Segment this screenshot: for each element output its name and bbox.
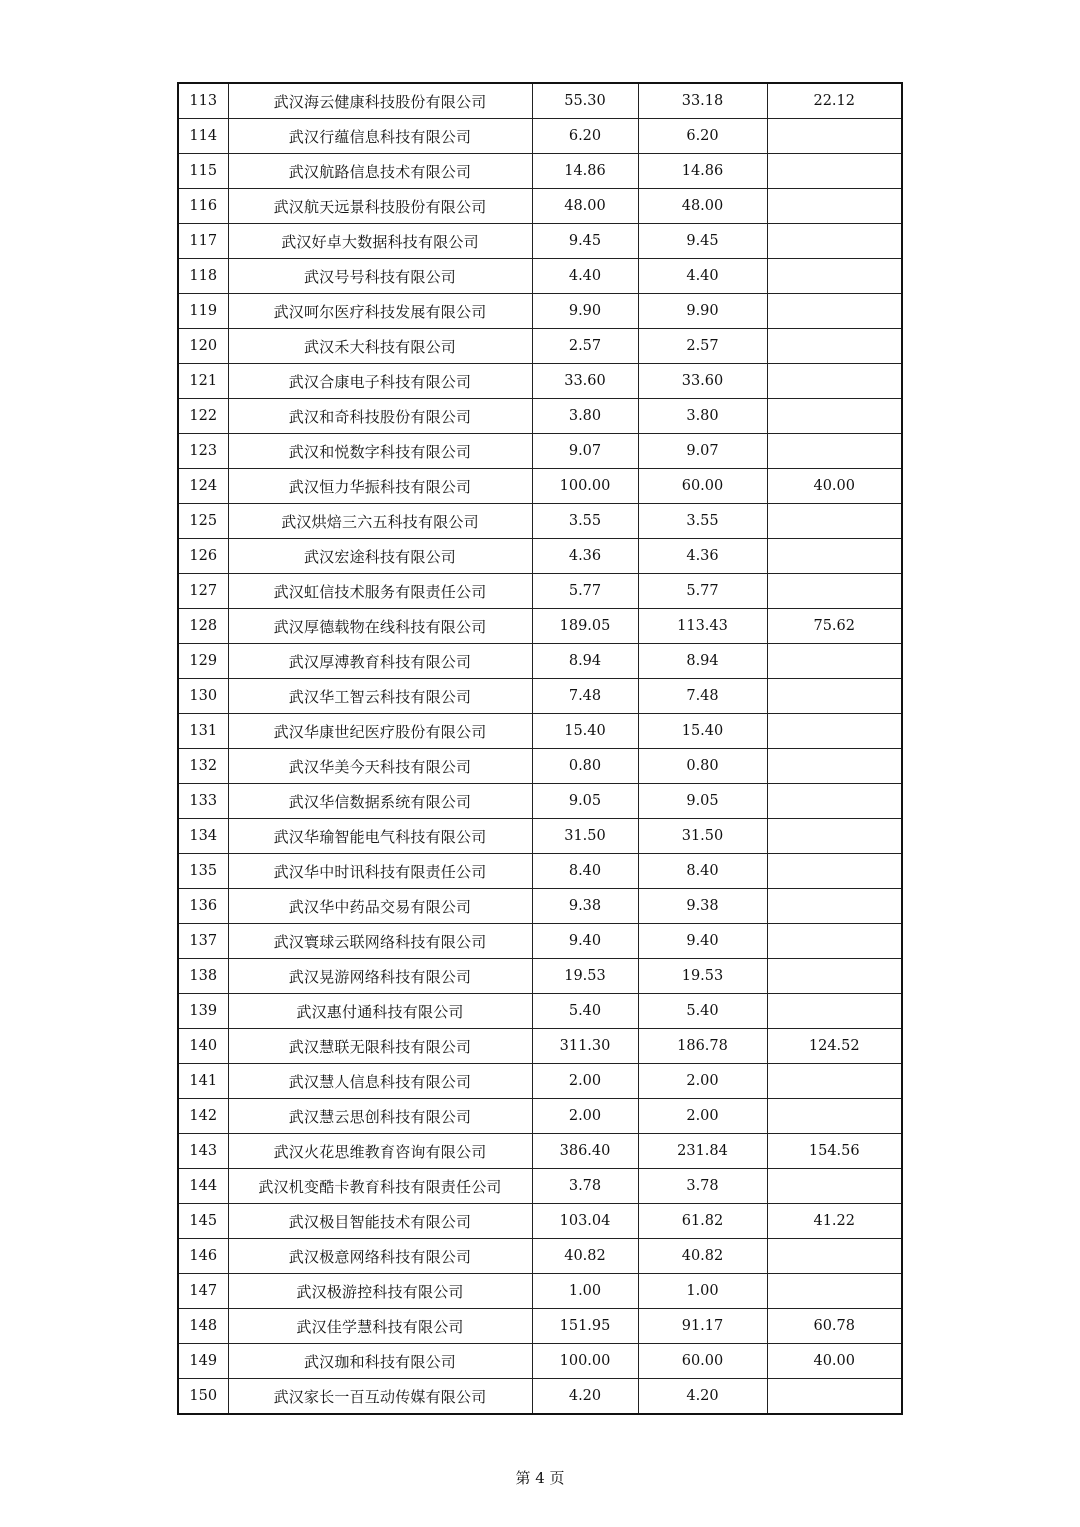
amount-b-cell bbox=[767, 259, 902, 294]
row-number-cell: 127 bbox=[178, 574, 228, 609]
table-row bbox=[178, 1099, 902, 1134]
amount-a-cell: 60.00 bbox=[638, 469, 767, 504]
company-name-cell: 武汉厚德载物在线科技有限公司 bbox=[228, 609, 532, 644]
amount-b-cell: 40.00 bbox=[767, 469, 902, 504]
company-name-cell: 武汉晃游网络科技有限公司 bbox=[228, 959, 532, 994]
row-number-cell: 128 bbox=[178, 609, 228, 644]
amount-b-cell bbox=[767, 1169, 902, 1204]
total-amount-cell: 1.00 bbox=[532, 1274, 638, 1309]
table-row bbox=[178, 1169, 902, 1204]
table-row bbox=[178, 434, 902, 469]
row-number-cell: 143 bbox=[178, 1134, 228, 1169]
company-name-cell: 武汉恒力华振科技有限公司 bbox=[228, 469, 532, 504]
table-row bbox=[178, 994, 902, 1029]
row-number-cell: 141 bbox=[178, 1064, 228, 1099]
amount-b-cell bbox=[767, 364, 902, 399]
total-amount-cell: 189.05 bbox=[532, 609, 638, 644]
table-row bbox=[178, 469, 902, 504]
table-row bbox=[178, 1204, 902, 1239]
amount-b-cell: 40.00 bbox=[767, 1344, 902, 1379]
amount-b-cell bbox=[767, 224, 902, 259]
total-amount-cell: 9.38 bbox=[532, 889, 638, 924]
total-amount-cell: 9.40 bbox=[532, 924, 638, 959]
amount-a-cell: 2.00 bbox=[638, 1099, 767, 1134]
amount-b-cell bbox=[767, 1379, 902, 1415]
amount-a-cell: 7.48 bbox=[638, 679, 767, 714]
total-amount-cell: 100.00 bbox=[532, 1344, 638, 1379]
amount-a-cell: 8.40 bbox=[638, 854, 767, 889]
table-row bbox=[178, 1239, 902, 1274]
page-number: 第 4 页 bbox=[515, 1469, 565, 1487]
company-name-cell: 武汉慧人信息科技有限公司 bbox=[228, 1064, 532, 1099]
row-number-cell: 123 bbox=[178, 434, 228, 469]
subsidy-table bbox=[177, 82, 903, 1415]
amount-a-cell: 33.18 bbox=[638, 83, 767, 119]
company-name-cell: 武汉极意网络科技有限公司 bbox=[228, 1239, 532, 1274]
company-name-cell: 武汉禾大科技有限公司 bbox=[228, 329, 532, 364]
table-row bbox=[178, 819, 902, 854]
total-amount-cell: 3.55 bbox=[532, 504, 638, 539]
table-row bbox=[178, 1274, 902, 1309]
company-name-cell: 武汉极游控科技有限公司 bbox=[228, 1274, 532, 1309]
row-number-cell: 115 bbox=[178, 154, 228, 189]
row-number-cell: 125 bbox=[178, 504, 228, 539]
company-name-cell: 武汉极目智能技术有限公司 bbox=[228, 1204, 532, 1239]
amount-b-cell bbox=[767, 154, 902, 189]
company-name-cell: 武汉宏途科技有限公司 bbox=[228, 539, 532, 574]
row-number-cell: 138 bbox=[178, 959, 228, 994]
total-amount-cell: 15.40 bbox=[532, 714, 638, 749]
company-name-cell: 武汉火花思维教育咨询有限公司 bbox=[228, 1134, 532, 1169]
total-amount-cell: 48.00 bbox=[532, 189, 638, 224]
amount-b-cell: 75.62 bbox=[767, 609, 902, 644]
amount-a-cell: 8.94 bbox=[638, 644, 767, 679]
row-number-cell: 126 bbox=[178, 539, 228, 574]
table-row bbox=[178, 294, 902, 329]
amount-a-cell: 4.36 bbox=[638, 539, 767, 574]
amount-a-cell: 1.00 bbox=[638, 1274, 767, 1309]
amount-b-cell bbox=[767, 819, 902, 854]
amount-a-cell: 40.82 bbox=[638, 1239, 767, 1274]
amount-b-cell bbox=[767, 1274, 902, 1309]
row-number-cell: 150 bbox=[178, 1379, 228, 1415]
table-row bbox=[178, 539, 902, 574]
row-number-cell: 130 bbox=[178, 679, 228, 714]
amount-a-cell: 15.40 bbox=[638, 714, 767, 749]
row-number-cell: 124 bbox=[178, 469, 228, 504]
amount-b-cell bbox=[767, 294, 902, 329]
table-row bbox=[178, 329, 902, 364]
amount-a-cell: 3.55 bbox=[638, 504, 767, 539]
row-number-cell: 139 bbox=[178, 994, 228, 1029]
table-row bbox=[178, 784, 902, 819]
row-number-cell: 144 bbox=[178, 1169, 228, 1204]
company-name-cell: 武汉佳学慧科技有限公司 bbox=[228, 1309, 532, 1344]
company-name-cell: 武汉华康世纪医疗股份有限公司 bbox=[228, 714, 532, 749]
row-number-cell: 117 bbox=[178, 224, 228, 259]
table-row bbox=[178, 1029, 902, 1064]
row-number-cell: 148 bbox=[178, 1309, 228, 1344]
company-name-cell: 武汉寰球云联网络科技有限公司 bbox=[228, 924, 532, 959]
company-name-cell: 武汉慧联无限科技有限公司 bbox=[228, 1029, 532, 1064]
table-row bbox=[178, 854, 902, 889]
amount-a-cell: 6.20 bbox=[638, 119, 767, 154]
total-amount-cell: 33.60 bbox=[532, 364, 638, 399]
table-row bbox=[178, 224, 902, 259]
table-row bbox=[178, 1344, 902, 1379]
company-name-cell: 武汉号号科技有限公司 bbox=[228, 259, 532, 294]
total-amount-cell: 5.40 bbox=[532, 994, 638, 1029]
total-amount-cell: 100.00 bbox=[532, 469, 638, 504]
row-number-cell: 129 bbox=[178, 644, 228, 679]
table-row bbox=[178, 119, 902, 154]
table-row bbox=[178, 504, 902, 539]
total-amount-cell: 19.53 bbox=[532, 959, 638, 994]
amount-b-cell bbox=[767, 889, 902, 924]
company-name-cell: 武汉华中药品交易有限公司 bbox=[228, 889, 532, 924]
company-name-cell: 武汉华信数据系统有限公司 bbox=[228, 784, 532, 819]
total-amount-cell: 4.40 bbox=[532, 259, 638, 294]
amount-b-cell bbox=[767, 784, 902, 819]
total-amount-cell: 6.20 bbox=[532, 119, 638, 154]
amount-b-cell bbox=[767, 119, 902, 154]
row-number-cell: 136 bbox=[178, 889, 228, 924]
amount-b-cell bbox=[767, 1239, 902, 1274]
total-amount-cell: 40.82 bbox=[532, 1239, 638, 1274]
total-amount-cell: 7.48 bbox=[532, 679, 638, 714]
amount-a-cell: 2.00 bbox=[638, 1064, 767, 1099]
row-number-cell: 142 bbox=[178, 1099, 228, 1134]
amount-a-cell: 31.50 bbox=[638, 819, 767, 854]
total-amount-cell: 103.04 bbox=[532, 1204, 638, 1239]
table-row bbox=[178, 1309, 902, 1344]
table-row bbox=[178, 749, 902, 784]
total-amount-cell: 9.07 bbox=[532, 434, 638, 469]
total-amount-cell: 8.40 bbox=[532, 854, 638, 889]
row-number-cell: 131 bbox=[178, 714, 228, 749]
amount-b-cell bbox=[767, 854, 902, 889]
amount-b-cell: 124.52 bbox=[767, 1029, 902, 1064]
total-amount-cell: 0.80 bbox=[532, 749, 638, 784]
row-number-cell: 135 bbox=[178, 854, 228, 889]
company-name-cell: 武汉华工智云科技有限公司 bbox=[228, 679, 532, 714]
amount-a-cell: 33.60 bbox=[638, 364, 767, 399]
company-name-cell: 武汉合康电子科技有限公司 bbox=[228, 364, 532, 399]
amount-b-cell bbox=[767, 644, 902, 679]
table-row bbox=[178, 364, 902, 399]
total-amount-cell: 14.86 bbox=[532, 154, 638, 189]
amount-a-cell: 4.40 bbox=[638, 259, 767, 294]
company-name-cell: 武汉海云健康科技股份有限公司 bbox=[228, 83, 532, 119]
company-name-cell: 武汉呵尔医疗科技发展有限公司 bbox=[228, 294, 532, 329]
table-body bbox=[178, 83, 902, 1414]
company-name-cell: 武汉华瑜智能电气科技有限公司 bbox=[228, 819, 532, 854]
company-name-cell: 武汉惠付通科技有限公司 bbox=[228, 994, 532, 1029]
table-row bbox=[178, 644, 902, 679]
amount-b-cell bbox=[767, 399, 902, 434]
amount-a-cell: 113.43 bbox=[638, 609, 767, 644]
amount-b-cell bbox=[767, 994, 902, 1029]
total-amount-cell: 4.20 bbox=[532, 1379, 638, 1415]
table-row bbox=[178, 154, 902, 189]
row-number-cell: 119 bbox=[178, 294, 228, 329]
total-amount-cell: 5.77 bbox=[532, 574, 638, 609]
row-number-cell: 140 bbox=[178, 1029, 228, 1064]
row-number-cell: 120 bbox=[178, 329, 228, 364]
amount-a-cell: 3.78 bbox=[638, 1169, 767, 1204]
company-name-cell: 武汉行蕴信息科技有限公司 bbox=[228, 119, 532, 154]
total-amount-cell: 8.94 bbox=[532, 644, 638, 679]
amount-b-cell bbox=[767, 749, 902, 784]
table-row bbox=[178, 1064, 902, 1099]
amount-a-cell: 91.17 bbox=[638, 1309, 767, 1344]
amount-b-cell bbox=[767, 434, 902, 469]
total-amount-cell: 31.50 bbox=[532, 819, 638, 854]
amount-a-cell: 0.80 bbox=[638, 749, 767, 784]
row-number-cell: 113 bbox=[178, 83, 228, 119]
amount-a-cell: 9.07 bbox=[638, 434, 767, 469]
company-name-cell: 武汉珈和科技有限公司 bbox=[228, 1344, 532, 1379]
amount-a-cell: 186.78 bbox=[638, 1029, 767, 1064]
amount-a-cell: 5.77 bbox=[638, 574, 767, 609]
row-number-cell: 121 bbox=[178, 364, 228, 399]
amount-a-cell: 5.40 bbox=[638, 994, 767, 1029]
table-row bbox=[178, 679, 902, 714]
amount-a-cell: 60.00 bbox=[638, 1344, 767, 1379]
amount-a-cell: 9.38 bbox=[638, 889, 767, 924]
amount-b-cell bbox=[767, 504, 902, 539]
company-name-cell: 武汉好卓大数据科技有限公司 bbox=[228, 224, 532, 259]
amount-b-cell bbox=[767, 924, 902, 959]
amount-a-cell: 2.57 bbox=[638, 329, 767, 364]
total-amount-cell: 9.05 bbox=[532, 784, 638, 819]
amount-b-cell bbox=[767, 959, 902, 994]
company-name-cell: 武汉和奇科技股份有限公司 bbox=[228, 399, 532, 434]
row-number-cell: 149 bbox=[178, 1344, 228, 1379]
amount-a-cell: 9.05 bbox=[638, 784, 767, 819]
amount-a-cell: 231.84 bbox=[638, 1134, 767, 1169]
total-amount-cell: 2.00 bbox=[532, 1099, 638, 1134]
company-name-cell: 武汉虹信技术服务有限责任公司 bbox=[228, 574, 532, 609]
amount-b-cell bbox=[767, 329, 902, 364]
total-amount-cell: 3.78 bbox=[532, 1169, 638, 1204]
table-row bbox=[178, 83, 902, 119]
row-number-cell: 147 bbox=[178, 1274, 228, 1309]
total-amount-cell: 311.30 bbox=[532, 1029, 638, 1064]
amount-a-cell: 14.86 bbox=[638, 154, 767, 189]
table-row bbox=[178, 924, 902, 959]
amount-b-cell bbox=[767, 539, 902, 574]
table-row bbox=[178, 889, 902, 924]
row-number-cell: 114 bbox=[178, 119, 228, 154]
total-amount-cell: 4.36 bbox=[532, 539, 638, 574]
company-name-cell: 武汉航路信息技术有限公司 bbox=[228, 154, 532, 189]
amount-a-cell: 19.53 bbox=[638, 959, 767, 994]
amount-b-cell bbox=[767, 189, 902, 224]
amount-b-cell: 60.78 bbox=[767, 1309, 902, 1344]
total-amount-cell: 386.40 bbox=[532, 1134, 638, 1169]
row-number-cell: 122 bbox=[178, 399, 228, 434]
total-amount-cell: 3.80 bbox=[532, 399, 638, 434]
company-name-cell: 武汉航天远景科技股份有限公司 bbox=[228, 189, 532, 224]
total-amount-cell: 2.00 bbox=[532, 1064, 638, 1099]
amount-b-cell bbox=[767, 574, 902, 609]
row-number-cell: 146 bbox=[178, 1239, 228, 1274]
company-name-cell: 武汉华中时讯科技有限责任公司 bbox=[228, 854, 532, 889]
company-name-cell: 武汉家长一百互动传媒有限公司 bbox=[228, 1379, 532, 1415]
amount-b-cell: 22.12 bbox=[767, 83, 902, 119]
table-row bbox=[178, 259, 902, 294]
table-row bbox=[178, 959, 902, 994]
amount-b-cell bbox=[767, 1099, 902, 1134]
amount-b-cell bbox=[767, 714, 902, 749]
company-name-cell: 武汉和悦数字科技有限公司 bbox=[228, 434, 532, 469]
row-number-cell: 137 bbox=[178, 924, 228, 959]
amount-a-cell: 4.20 bbox=[638, 1379, 767, 1415]
amount-a-cell: 48.00 bbox=[638, 189, 767, 224]
amount-a-cell: 9.90 bbox=[638, 294, 767, 329]
row-number-cell: 116 bbox=[178, 189, 228, 224]
amount-a-cell: 3.80 bbox=[638, 399, 767, 434]
total-amount-cell: 9.45 bbox=[532, 224, 638, 259]
amount-b-cell bbox=[767, 1064, 902, 1099]
amount-a-cell: 61.82 bbox=[638, 1204, 767, 1239]
amount-b-cell: 154.56 bbox=[767, 1134, 902, 1169]
table-row bbox=[178, 1134, 902, 1169]
table-row bbox=[178, 399, 902, 434]
row-number-cell: 118 bbox=[178, 259, 228, 294]
total-amount-cell: 55.30 bbox=[532, 83, 638, 119]
table-row bbox=[178, 189, 902, 224]
total-amount-cell: 9.90 bbox=[532, 294, 638, 329]
company-name-cell: 武汉烘焙三六五科技有限公司 bbox=[228, 504, 532, 539]
row-number-cell: 145 bbox=[178, 1204, 228, 1239]
row-number-cell: 132 bbox=[178, 749, 228, 784]
company-name-cell: 武汉机变酷卡教育科技有限责任公司 bbox=[228, 1169, 532, 1204]
company-name-cell: 武汉厚溥教育科技有限公司 bbox=[228, 644, 532, 679]
table-row bbox=[178, 1379, 902, 1415]
row-number-cell: 133 bbox=[178, 784, 228, 819]
row-number-cell: 134 bbox=[178, 819, 228, 854]
amount-b-cell: 41.22 bbox=[767, 1204, 902, 1239]
total-amount-cell: 151.95 bbox=[532, 1309, 638, 1344]
table-row bbox=[178, 714, 902, 749]
amount-b-cell bbox=[767, 679, 902, 714]
total-amount-cell: 2.57 bbox=[532, 329, 638, 364]
amount-a-cell: 9.45 bbox=[638, 224, 767, 259]
company-name-cell: 武汉慧云思创科技有限公司 bbox=[228, 1099, 532, 1134]
table-row bbox=[178, 574, 902, 609]
amount-a-cell: 9.40 bbox=[638, 924, 767, 959]
table-row bbox=[178, 609, 902, 644]
company-name-cell: 武汉华美今天科技有限公司 bbox=[228, 749, 532, 784]
